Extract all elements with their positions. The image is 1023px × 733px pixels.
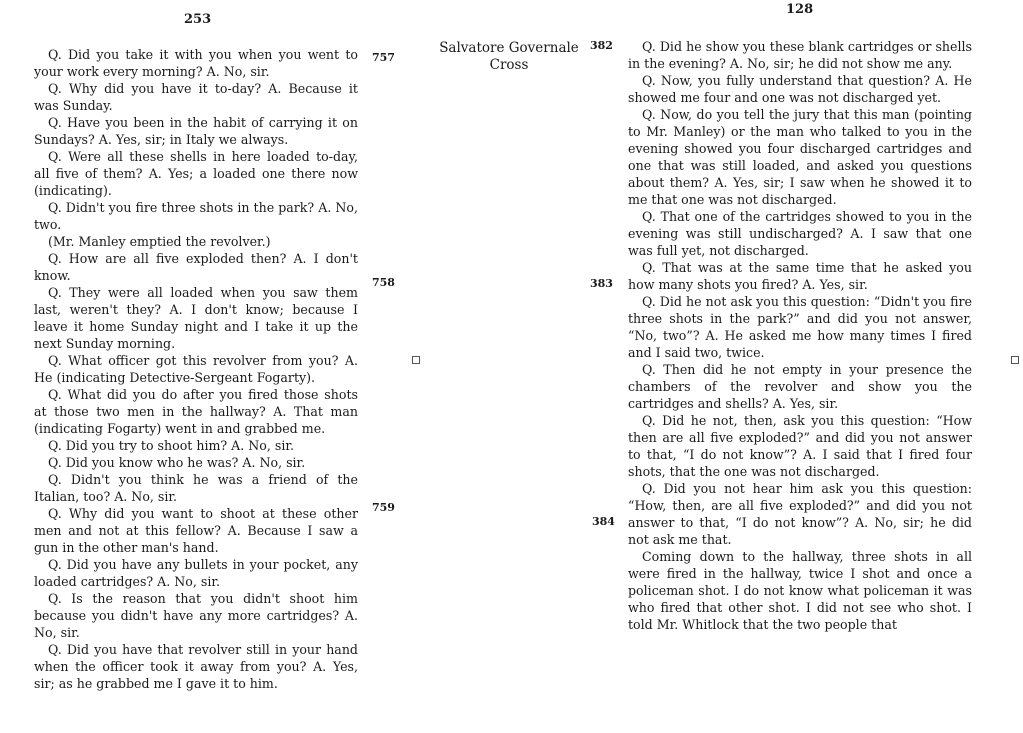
right-page-number: 128 [786,2,814,17]
paragraph: Q. Were all these shells in here loaded to-day, all five of them? A. Yes; a loaded one there now (indicating). [34,149,358,198]
paragraph: Q. Now, you fully understand that question? A. He showed me four and one was not discharged yet. [628,73,972,105]
paragraph: Q. Did you know who he was? A. No, sir. [48,455,306,470]
paragraph: Q. Did you try to shoot him? A. No, sir. [48,438,295,453]
paragraph: Q. Then did he not empty in your presence the chambers of the revolver and show you the cartridges and shells? A. Yes, sir. [628,362,972,411]
right-page-text [628,38,972,633]
paragraph: Q. Didn't you fire three shots in the park? A. No, two. [34,200,358,232]
paragraph: Q. Did you not hear him ask you this question: “How, then, are all five exploded?” and did you not answer to that, “I do not know”? A. No, sir; he did not ask me that. [628,481,972,547]
paragraph: Coming down to the hallway, three shots in all were fired in the hallway, twice I shot and once a policeman shot. I do not know what policeman it was who fired that other shot. I did not see who shot. I told Mr. Whitlock that the two people that [628,549,972,632]
paragraph: Q. Did he show you these blank cartridges or shells in the evening? A. No, sir; he did not show me any. [628,39,972,71]
paragraph: Q. Why did you have it to-day? A. Because it was Sunday. [34,81,358,113]
paragraph: (Mr. Manley emptied the revolver.) [48,234,271,249]
paragraph: Q. They were all loaded when you saw them last, weren't they? A. I don't know; because I leave it home Sunday night and I take it up the next Sunday morning. [34,285,358,351]
page-marker [1011,356,1019,364]
paragraph: Q. Did you take it with you when you went to your work every morning? A. No, sir. [34,47,358,79]
paragraph: Q. That was at the same time that he asked you how many shots you fired? A. Yes, sir. [628,260,972,292]
margin-number: 758 [372,276,395,289]
paragraph: Q. Did you have that revolver still in your hand when the officer took it away from you? A. Yes, sir; as he grabbed me I gave it to him. [34,642,358,691]
paragraph: Q. Is the reason that you didn't shoot him because you didn't have any more cartridges? A. No, sir. [34,591,358,640]
left-page-number: 253 [184,12,212,27]
margin-number: 383 [590,277,613,290]
paragraph: Q. Now, do you tell the jury that this man (pointing to Mr. Manley) or the man who talked to you in the evening showed you four discharged cartridges and one that was still loaded, and asked you questions about them? A. Yes, sir; I saw when he showed it to me that one was not discharged. [628,107,972,207]
paragraph: Q. Why did you want to shoot at these other men and not at this fellow? A. Because I saw a gun in the other man's hand. [34,506,358,555]
margin-number: 759 [372,501,395,514]
paragraph: Q. Did he not, then, ask you this question: “How then are all five exploded?” and did you not answer to that, “I do not know”? A. I said that I fired four shots, that the one was not discharged. [628,413,972,479]
witness-header [438,40,580,74]
paragraph: Q. Didn't you think he was a friend of the Italian, too? A. No, sir. [34,472,358,504]
examination-type: Cross [489,57,529,73]
paragraph: Q. What did you do after you fired those shots at those two men in the hallway? A. That man (indicating Fogarty) went in and grabbed me. [34,387,358,436]
paragraph: Q. Did you have any bullets in your pocket, any loaded cartridges? A. No, sir. [34,557,358,589]
paragraph: Q. What officer got this revolver from you? A. He (indicating Detective-Sergeant Fogarty). [34,353,358,385]
margin-number: 382 [590,39,613,52]
paragraph: Q. How are all five exploded then? A. I don't know. [34,251,358,283]
witness-name: Salvatore Governale [439,40,579,56]
left-page-text [34,46,358,692]
margin-number: 757 [372,51,395,64]
paragraph: Q. Did he not ask you this question: “Didn't you fire three shots in the park?” and did you not answer, “No, two”? A. He asked me how many times I fired and I said two, twice. [628,294,972,360]
margin-number: 384 [592,515,615,528]
paragraph: Q. Have you been in the habit of carrying it on Sundays? A. Yes, sir; in Italy we always. [34,115,358,147]
paragraph: Q. That one of the cartridges showed to you in the evening was still undischarged? A. I saw that one was full yet, not discharged. [628,209,972,258]
page-marker [412,356,420,364]
